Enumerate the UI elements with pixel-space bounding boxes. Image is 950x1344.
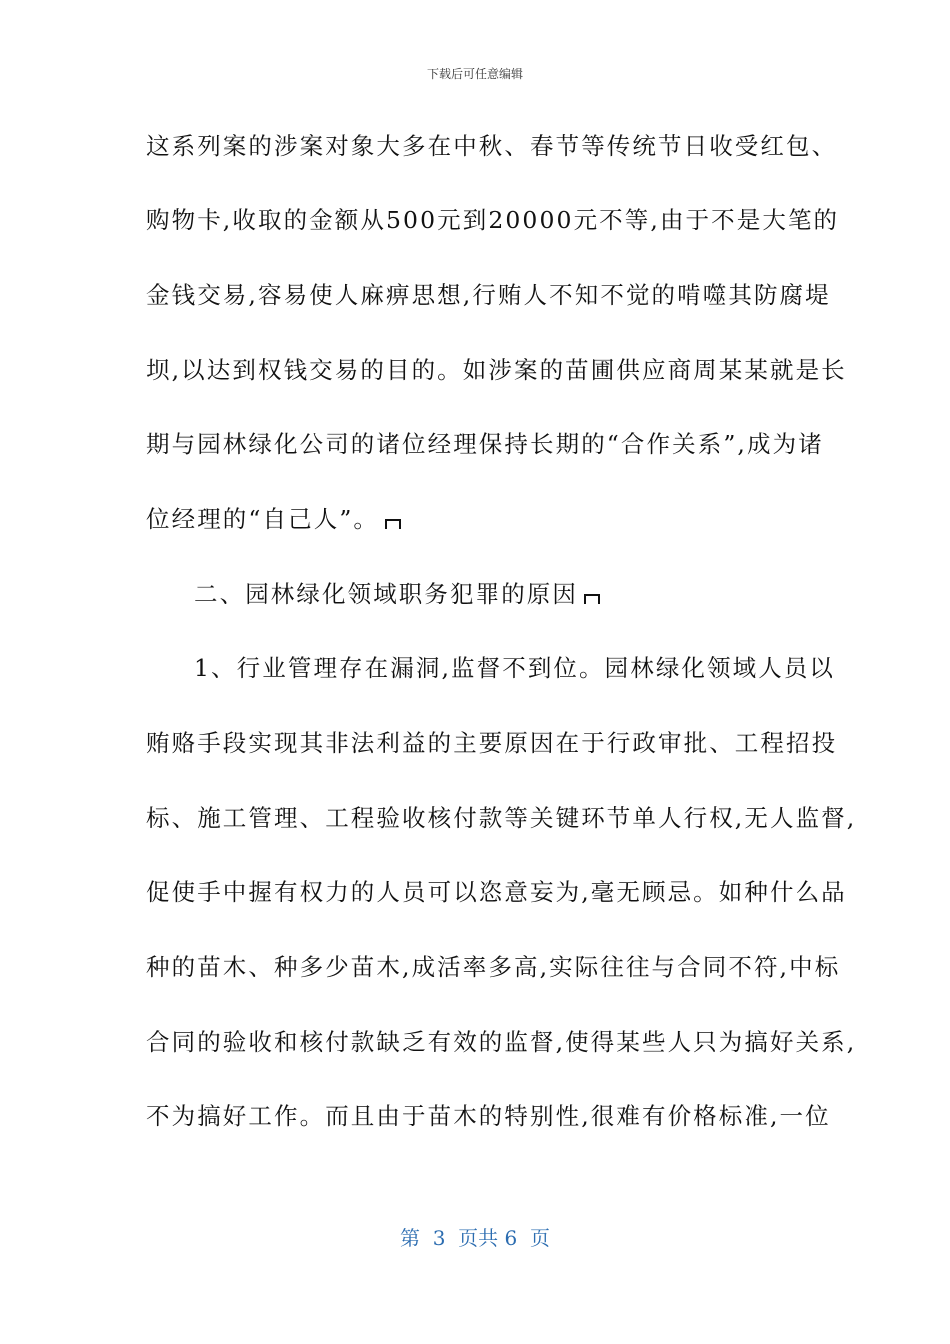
text-line: 合同的验收和核付款缺乏有效的监督,使得某些人只为搞好关系, xyxy=(146,1028,857,1056)
text-line: 标、施工管理、工程验收核付款等关键环节单人行权,无人监督, xyxy=(146,804,857,832)
text-line: 促使手中握有权力的人员可以恣意妄为,毫无顾忌。如种什么品 xyxy=(146,878,847,906)
text-line: 不为搞好工作。而且由于苗木的特别性,很难有价格标准,一位 xyxy=(146,1102,831,1130)
page-footer: 第 3 页共 6 页 xyxy=(400,1226,550,1250)
text-line: 这系列案的涉案对象大多在中秋、春节等传统节日收受红包、 xyxy=(146,132,838,160)
section-heading xyxy=(194,576,602,612)
text-line: 金钱交易,容易使人麻痹思想,行贿人不知不觉的啃噬其防腐堤 xyxy=(146,281,831,309)
page-header: 下载后可任意编辑 xyxy=(426,67,523,81)
section-heading-text: 二、园林绿化领域职务犯罪的原因 xyxy=(194,580,578,608)
text-line: 期与园林绿化公司的诸位经理保持长期的“合作关系”,成为诸 xyxy=(146,430,824,458)
text-line: 坝,以达到权钱交易的目的。如涉案的苗圃供应商周某某就是长 xyxy=(146,356,847,384)
text-line xyxy=(146,501,403,537)
text-line: 贿赂手段实现其非法利益的主要原因在于行政审批、工程招投 xyxy=(146,729,838,757)
paragraph-mark-icon xyxy=(582,592,602,604)
text-line-content: 位经理的“自己人”。 xyxy=(146,505,380,533)
text-line: 购物卡,收取的金额从500元到20000元不等,由于不是大笔的 xyxy=(146,206,840,234)
text-line: 种的苗木、种多少苗木,成活率多高,实际往往与合同不符,中标 xyxy=(146,953,841,981)
text-line: 1、行业管理存在漏洞,监督不到位。园林绿化领域人员以 xyxy=(194,654,836,682)
paragraph-mark-icon xyxy=(383,517,403,529)
